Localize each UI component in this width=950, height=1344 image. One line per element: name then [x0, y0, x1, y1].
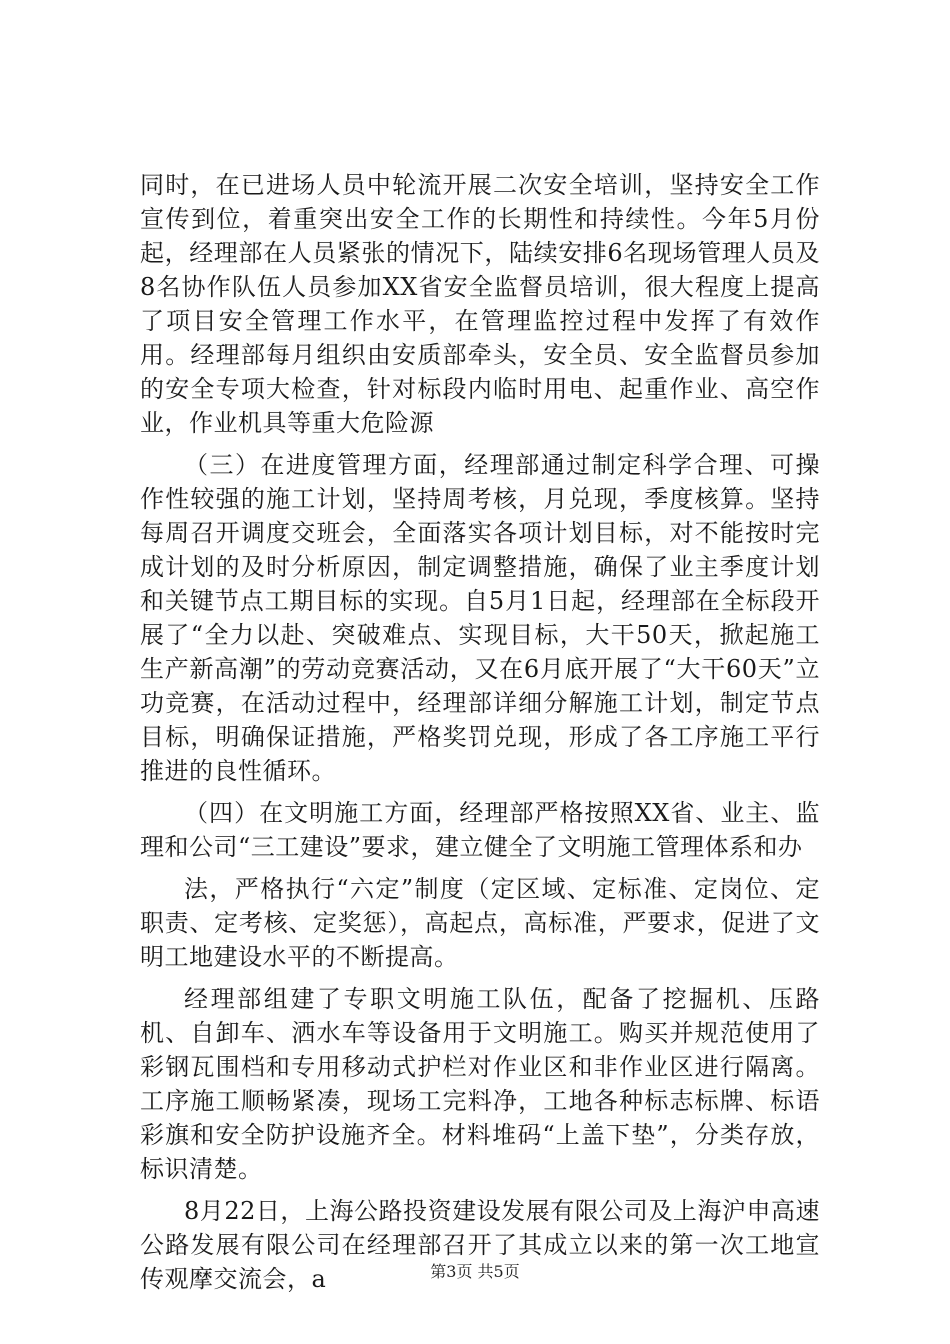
paragraph-six-rules: 法，严格执行“六定”制度（定区域、定标准、定岗位、定职责、定考核、定奖惩），高起点，高标准，严要求，促进了文明工地建设水平的不断提高。 [140, 875, 820, 971]
paragraph-civilized-team: 经理部组建了专职文明施工队伍，配备了挖掘机、压路机、自卸车、洒水车等设备用于文明施工。购买并规范使用了彩钢瓦围档和专用移动式护栏对作业区和非作业区进行隔离。工序施工顺畅紧凑，现场工完料净，工地各种标志标牌、标语彩旗和安全防护设施齐全。材料堆码“上盖下垫”，分类存放，标识清楚。 [140, 985, 820, 1183]
paragraph-civilized-construction: （四）在文明施工方面，经理部严格按照XX省、业主、监理和公司“三工建设”要求，建立健全了文明施工管理体系和办 [140, 799, 820, 861]
paragraph-progress-management: （三）在进度管理方面，经理部通过制定科学合理、可操作性较强的施工计划，坚持周考核，月兑现，季度核算。坚持每周召开调度交班会，全面落实各项计划目标，对不能按时完成计划的及时分析原因，制定调整措施，确保了业主季度计划和关键节点工期目标的实现。自5月1日起，经理部在全标段开展了“全力以赴、突破难点、实现目标，大干50天，掀起施工生产新高潮”的劳动竞赛活动，又在6月底开展了“大干60天”立功竞赛，在活动过程中，经理部详细分解施工计划，制定节点目标，明确保证措施，严格奖罚兑现，形成了各工序施工平行推进的良性循环。 [140, 451, 820, 785]
document-body [140, 168, 820, 1304]
paragraph-observation-meeting: 8月22日，上海公路投资建设发展有限公司及上海沪申高速公路发展有限公司在经理部召开了其成立以来的第一次工地宣传观摩交流会，a [140, 1197, 820, 1293]
page-number-footer: 第3页 共5页 [430, 1262, 520, 1281]
paragraph-safety-training: 同时，在已进场人员中轮流开展二次安全培训，坚持安全工作宣传到位，着重突出安全工作的长期性和持续性。今年5月份起，经理部在人员紧张的情况下，陆续安排6名现场管理人员及8名协作队伍人员参加XX省安全监督员培训，很大程度上提高了项目安全管理工作水平，在管理监控过程中发挥了有效作用。经理部每月组织由安质部牵头，安全员、安全监督员参加的安全专项大检查，针对标段内临时用电、起重作业、高空作业，作业机具等重大危险源 [140, 171, 820, 437]
